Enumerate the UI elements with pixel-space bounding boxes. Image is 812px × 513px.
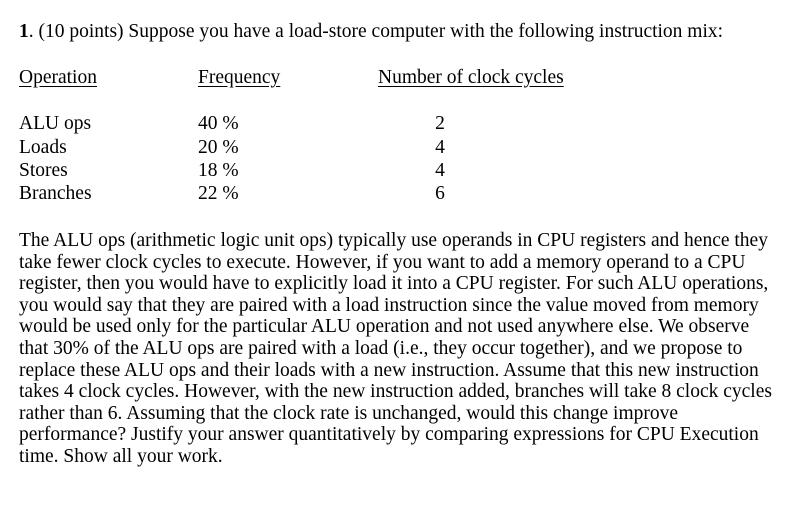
frequency-cell: 40 %	[198, 113, 239, 134]
header-clock-cycles: Number of clock cycles	[378, 67, 564, 88]
paragraph-line: register, then you would have to explicitly load it into a CPU register. For such ALU operations,	[19, 273, 769, 295]
paragraph-line: replace these ALU ops and their loads with a new instruction. Assume that this new instruction	[19, 359, 759, 381]
table-row	[0, 136, 812, 160]
header-operation: Operation	[19, 67, 97, 88]
question-prompt: . (10 points) Suppose you have a load-store computer with the following instruction mix:	[28, 21, 724, 42]
table-row	[0, 159, 812, 183]
cycles-cell: 4	[435, 160, 445, 181]
cycles-cell: 2	[435, 113, 445, 134]
problem-paragraph	[19, 230, 799, 468]
paragraph-line: take fewer clock cycles to execute. However, if you want to add a memory operand to a CPU	[19, 251, 746, 273]
operation-cell: Stores	[19, 160, 68, 181]
table-row	[0, 112, 812, 136]
question-number: 1	[19, 21, 29, 42]
frequency-cell: 22 %	[198, 183, 239, 204]
paragraph-line: The ALU ops (arithmetic logic unit ops) typically use operands in CPU registers and hence they	[19, 230, 768, 251]
paragraph-line: takes 4 clock cycles. However, with the new instruction added, branches will take 8 clock cycles	[19, 381, 772, 403]
table-row	[0, 182, 812, 206]
paragraph-line: performance? Justify your answer quantitatively by comparing expressions for CPU Execution	[19, 424, 759, 446]
question-heading	[19, 19, 723, 45]
paragraph-line: would be used only for the particular ALU operation and not used anywhere else. We observe	[19, 316, 750, 338]
operation-cell: Loads	[19, 137, 67, 158]
operation-cell: ALU ops	[19, 113, 92, 134]
paragraph-line: that 30% of the ALU ops are paired with a load (i.e., they occur together), and we propose to	[19, 337, 743, 359]
paragraph-line: time. Show all your work.	[19, 445, 223, 467]
cycles-cell: 6	[435, 183, 445, 204]
frequency-cell: 18 %	[198, 160, 239, 181]
cycles-cell: 4	[435, 137, 445, 158]
frequency-cell: 20 %	[198, 137, 239, 158]
header-frequency: Frequency	[198, 67, 281, 88]
paragraph-line: rather than 6. Assuming that the clock rate is unchanged, would this change improve	[19, 402, 679, 424]
paragraph-line: you would say that they are paired with a load instruction since the value moved from memory	[19, 294, 759, 316]
operation-cell: Branches	[19, 183, 92, 204]
